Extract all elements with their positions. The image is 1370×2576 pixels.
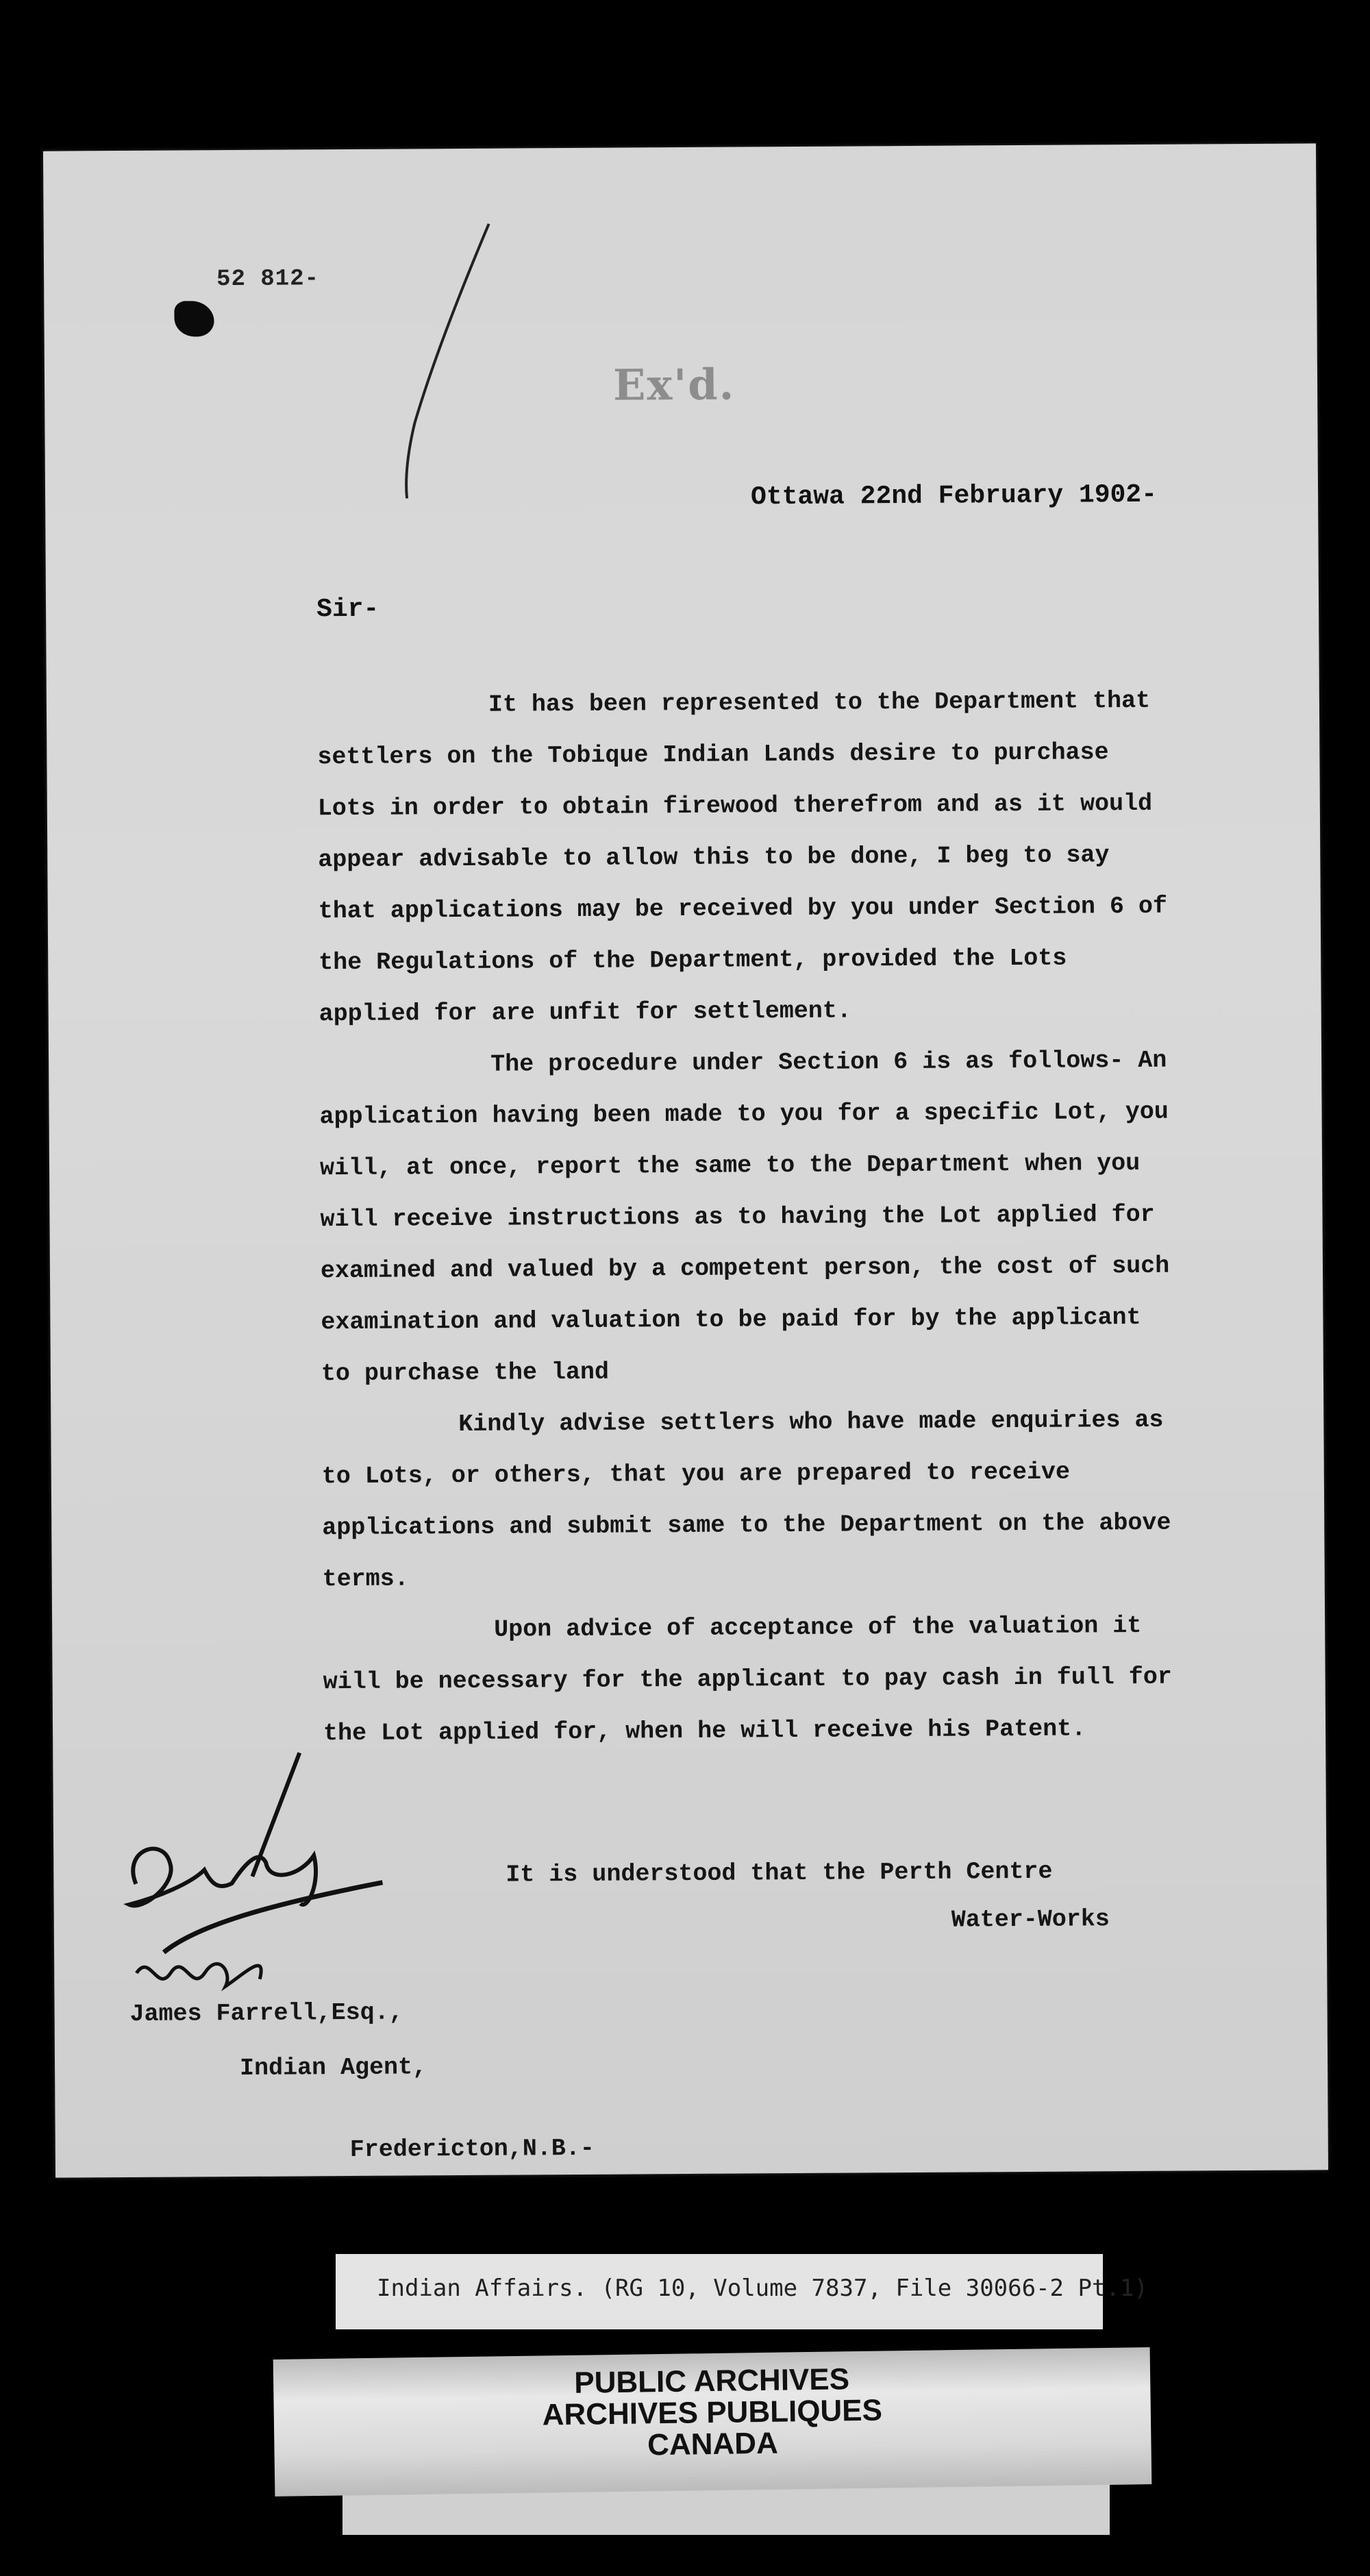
public-archives-stamp: [273, 2347, 1152, 2497]
paragraph-4: Upon advice of acceptance of the valuation it will be necessary for the applicant to pay cash in full for the Lot applied for, when he will receive his Patent.: [323, 1611, 1172, 1748]
examined-stamp: Ex'd.: [612, 359, 736, 410]
punch-hole: [174, 301, 214, 336]
addressee-block: [129, 1984, 595, 2179]
letter-body: [317, 676, 1187, 1760]
addressee-name: James Farrell,Esq.,: [129, 1998, 403, 2028]
archive-stamp-line-3: CANADA: [647, 2426, 779, 2462]
letter-sheet: [43, 143, 1328, 2177]
letter-date: Ottawa 22nd February 1902-: [750, 480, 1158, 512]
addressee-title: Indian Agent,: [239, 2053, 427, 2083]
addressee-place: Fredericton,N.B.-: [349, 2134, 595, 2164]
archive-reference-text: Indian Affairs. (RG 10, Volume 7837, File 30066-2 Pt.1): [377, 2275, 1148, 2302]
file-reference-number: 52 812-: [216, 266, 320, 293]
paragraph-3: Kindly advise settlers who have made enquiries as to Lots, or others, that you are prepared to receive applications and submit same to the Department on the above terms.: [321, 1406, 1171, 1594]
archive-stamp-line-1: PUBLIC ARCHIVES: [573, 2362, 850, 2400]
paragraph-2: The procedure under Section 6 is as follows- An application having been made to you for a specific Lot, you will, at once, report the same to the Department when you will receive instructions as to having the Lot applied for examined and valued by a competent person, the cost of such examination and valuation to be paid for by the applicant to purchase the land: [319, 1046, 1170, 1388]
closing-line-1: It is understood that the Perth Centre: [506, 1857, 1053, 1889]
pen-stroke-mark: [386, 216, 525, 505]
archive-reference-label: [336, 2254, 1148, 2329]
archive-stamp-line-2: ARCHIVES PUBLIQUES: [542, 2393, 883, 2432]
paragraph-1: It has been represented to the Department that settlers on the Tobique Indian Lands desire to purchase Lots in order to obtain firewood therefrom and as it would appear advisable to allow this to be done, I beg to say that applications may be received by you under Section 6 of the Regulations of the Department, provided the Lots applied for are unfit for settlement.: [317, 686, 1168, 1028]
salutation: Sir-: [316, 594, 379, 625]
closing-line-2: Water-Works: [951, 1905, 1110, 1934]
